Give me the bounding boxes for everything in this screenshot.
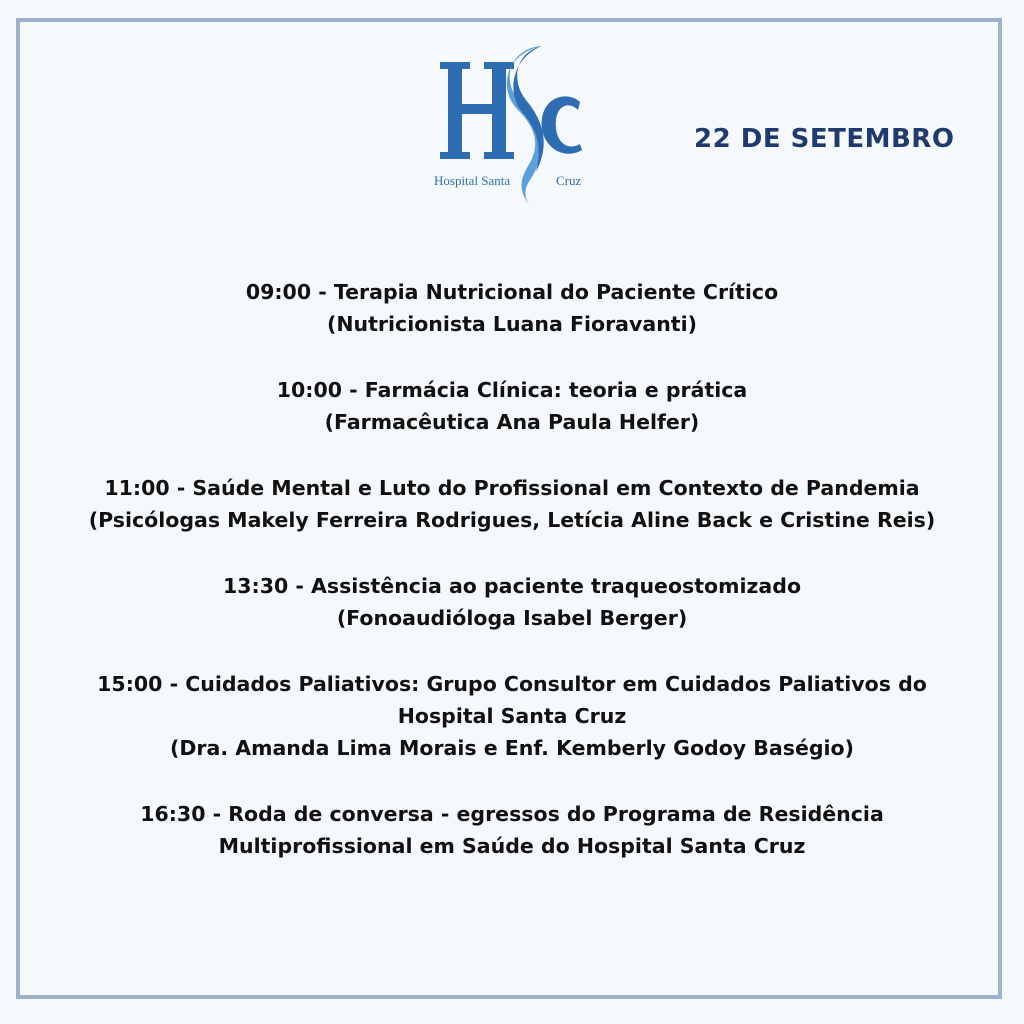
schedule-item-line: (Nutricionista Luana Fioravanti) [326,312,697,336]
schedule-item-line: (Dra. Amanda Lima Morais e Enf. Kemberly Godoy Baségio) [169,736,855,760]
schedule-item [40,276,984,340]
schedule-item-title: 10:00 - Farmácia Clínica: teoria e prática [276,378,748,402]
schedule-item [40,798,984,862]
hospital-santa-cruz-logo [430,40,610,210]
logo-caption-right: Cruz [556,173,582,188]
schedule-item-title: 09:00 - Terapia Nutricional do Paciente Crítico [245,280,779,304]
logo-caption-left: Hospital Santa [434,173,511,188]
schedule-item [40,570,984,634]
schedule-item-line: (Fonoaudióloga Isabel Berger) [336,606,688,630]
event-date: 22 DE SETEMBRO [694,124,955,154]
schedule-item-line: Hospital Santa Cruz [397,704,627,728]
schedule-item-title: 16:30 - Roda de conversa - egressos do Programa de Residência [140,802,884,826]
schedule-item-line: Multiprofissional em Saúde do Hospital Santa Cruz [218,834,806,858]
schedule-item-title: 15:00 - Cuidados Paliativos: Grupo Consultor em Cuidados Paliativos do [97,672,927,696]
schedule-item-title: 13:30 - Assistência ao paciente traqueostomizado [222,574,802,598]
schedule-item [40,374,984,438]
schedule-item [40,668,984,764]
schedule-item-line: (Farmacêutica Ana Paula Helfer) [324,410,700,434]
schedule-item-line: (Psicólogas Makely Ferreira Rodrigues, Letícia Aline Back e Cristine Reis) [88,508,936,532]
schedule-list [40,276,984,896]
schedule-item [40,472,984,536]
schedule-item-title: 11:00 - Saúde Mental e Luto do Profissional em Contexto de Pandemia [104,476,920,500]
